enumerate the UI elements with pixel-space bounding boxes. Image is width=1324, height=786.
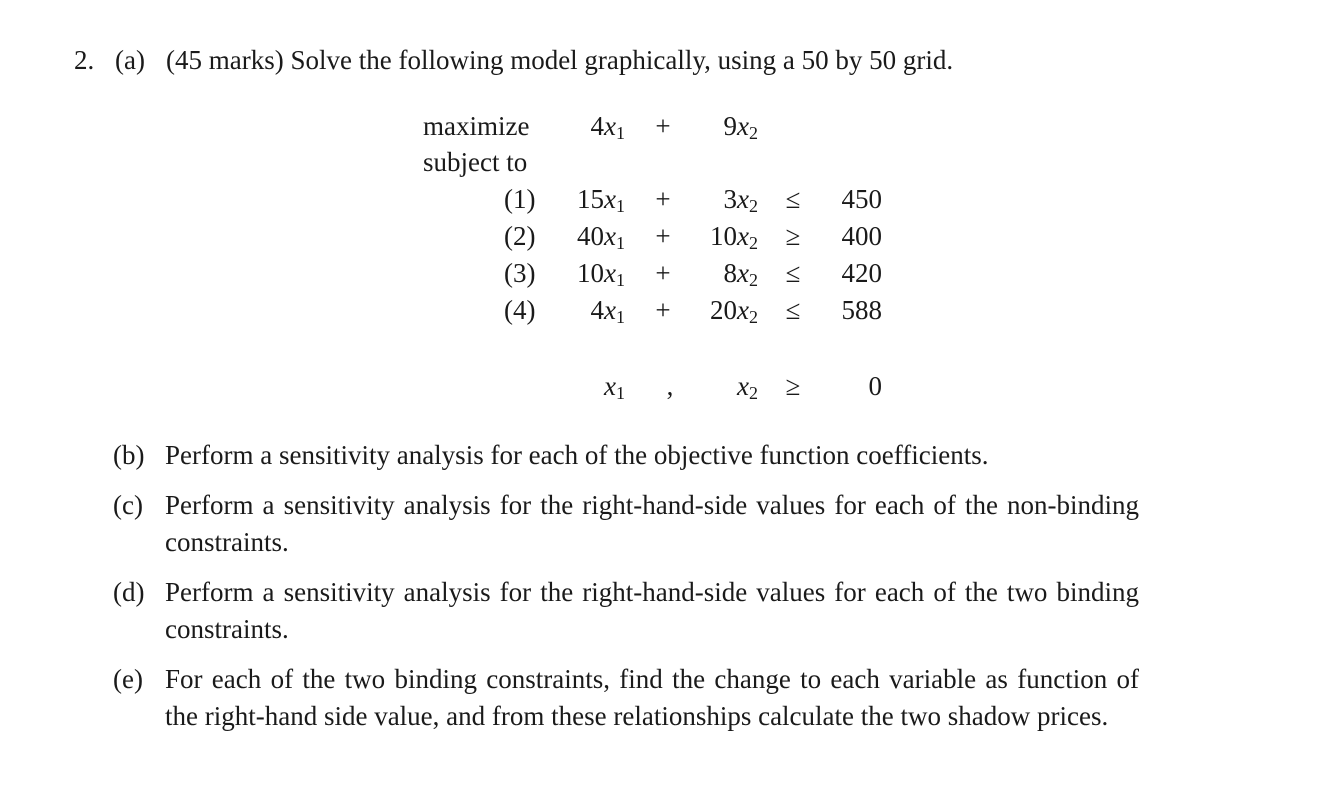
nonneg-var-2: $x_2$ (737, 371, 758, 403)
constraint-plus: + (655, 295, 671, 325)
constraint-plus: + (655, 221, 671, 251)
objective-term-1: $4x_1$ (590, 111, 625, 143)
nonneg-var-1: $x_1$ (604, 371, 625, 403)
objective-term-2: $9x_2$ (723, 111, 758, 143)
constraint-relation: ≥ (785, 221, 801, 251)
constraint-term-1: $40x_1$ (577, 221, 625, 253)
part-e-label: (e) (113, 664, 143, 694)
constraint-rhs: 450 (841, 184, 882, 214)
objective-plus: + (655, 111, 671, 141)
constraint-label: (3) (504, 258, 536, 288)
maximize-label: maximize (423, 111, 530, 141)
part-d-text: Perform a sensitivity analysis for the right-hand-side values for each of the two binding constraints. (165, 577, 1139, 644)
question-number: 2. (74, 45, 95, 75)
part-c-text: Perform a sensitivity analysis for the right-hand-side values for each of the non-binding constraints. (165, 490, 1139, 557)
part-e-text: For each of the two binding constraints, find the change to each variable as function of the right-hand side value, and from these relationships calculate the two shadow prices. (165, 664, 1139, 731)
constraint-relation: ≤ (785, 184, 801, 214)
constraint-term-1: $15x_1$ (577, 184, 625, 216)
constraint-term-2: $20x_2$ (710, 295, 758, 327)
part-e (113, 661, 1143, 735)
subject-to-label: subject to (423, 147, 528, 177)
constraint-term-1: $10x_1$ (577, 258, 625, 290)
constraint-term-1: $4x_1$ (590, 295, 625, 327)
part-a-text: (45 marks) Solve the following model graphically, using a 50 by 50 grid. (166, 45, 954, 75)
constraint-rhs: 400 (841, 221, 882, 251)
constraint-plus: + (655, 184, 671, 214)
constraint-term-2: $3x_2$ (723, 184, 758, 216)
constraint-relation: ≤ (785, 295, 801, 325)
constraint-rhs: 588 (841, 295, 882, 325)
part-b (113, 437, 1143, 474)
constraint-label: (1) (504, 184, 536, 214)
constraint-term-2: $8x_2$ (723, 258, 758, 290)
constraint-label: (2) (504, 221, 536, 251)
nonneg-relation: ≥ (785, 371, 801, 401)
part-d-label: (d) (113, 577, 145, 607)
part-c-label: (c) (113, 490, 143, 520)
constraint-plus: + (655, 258, 671, 288)
part-d (113, 574, 1143, 648)
constraint-term-2: $10x_2$ (710, 221, 758, 253)
constraint-label: (4) (504, 295, 536, 325)
nonneg-comma: , (666, 371, 674, 401)
constraint-rhs: 420 (841, 258, 882, 288)
part-c (113, 487, 1143, 561)
nonneg-rhs: 0 (868, 371, 882, 401)
part-b-label: (b) (113, 440, 145, 470)
constraint-relation: ≤ (785, 258, 801, 288)
part-a-label: (a) (115, 45, 145, 75)
part-b-text: Perform a sensitivity analysis for each of the objective function coefficients. (165, 440, 989, 470)
